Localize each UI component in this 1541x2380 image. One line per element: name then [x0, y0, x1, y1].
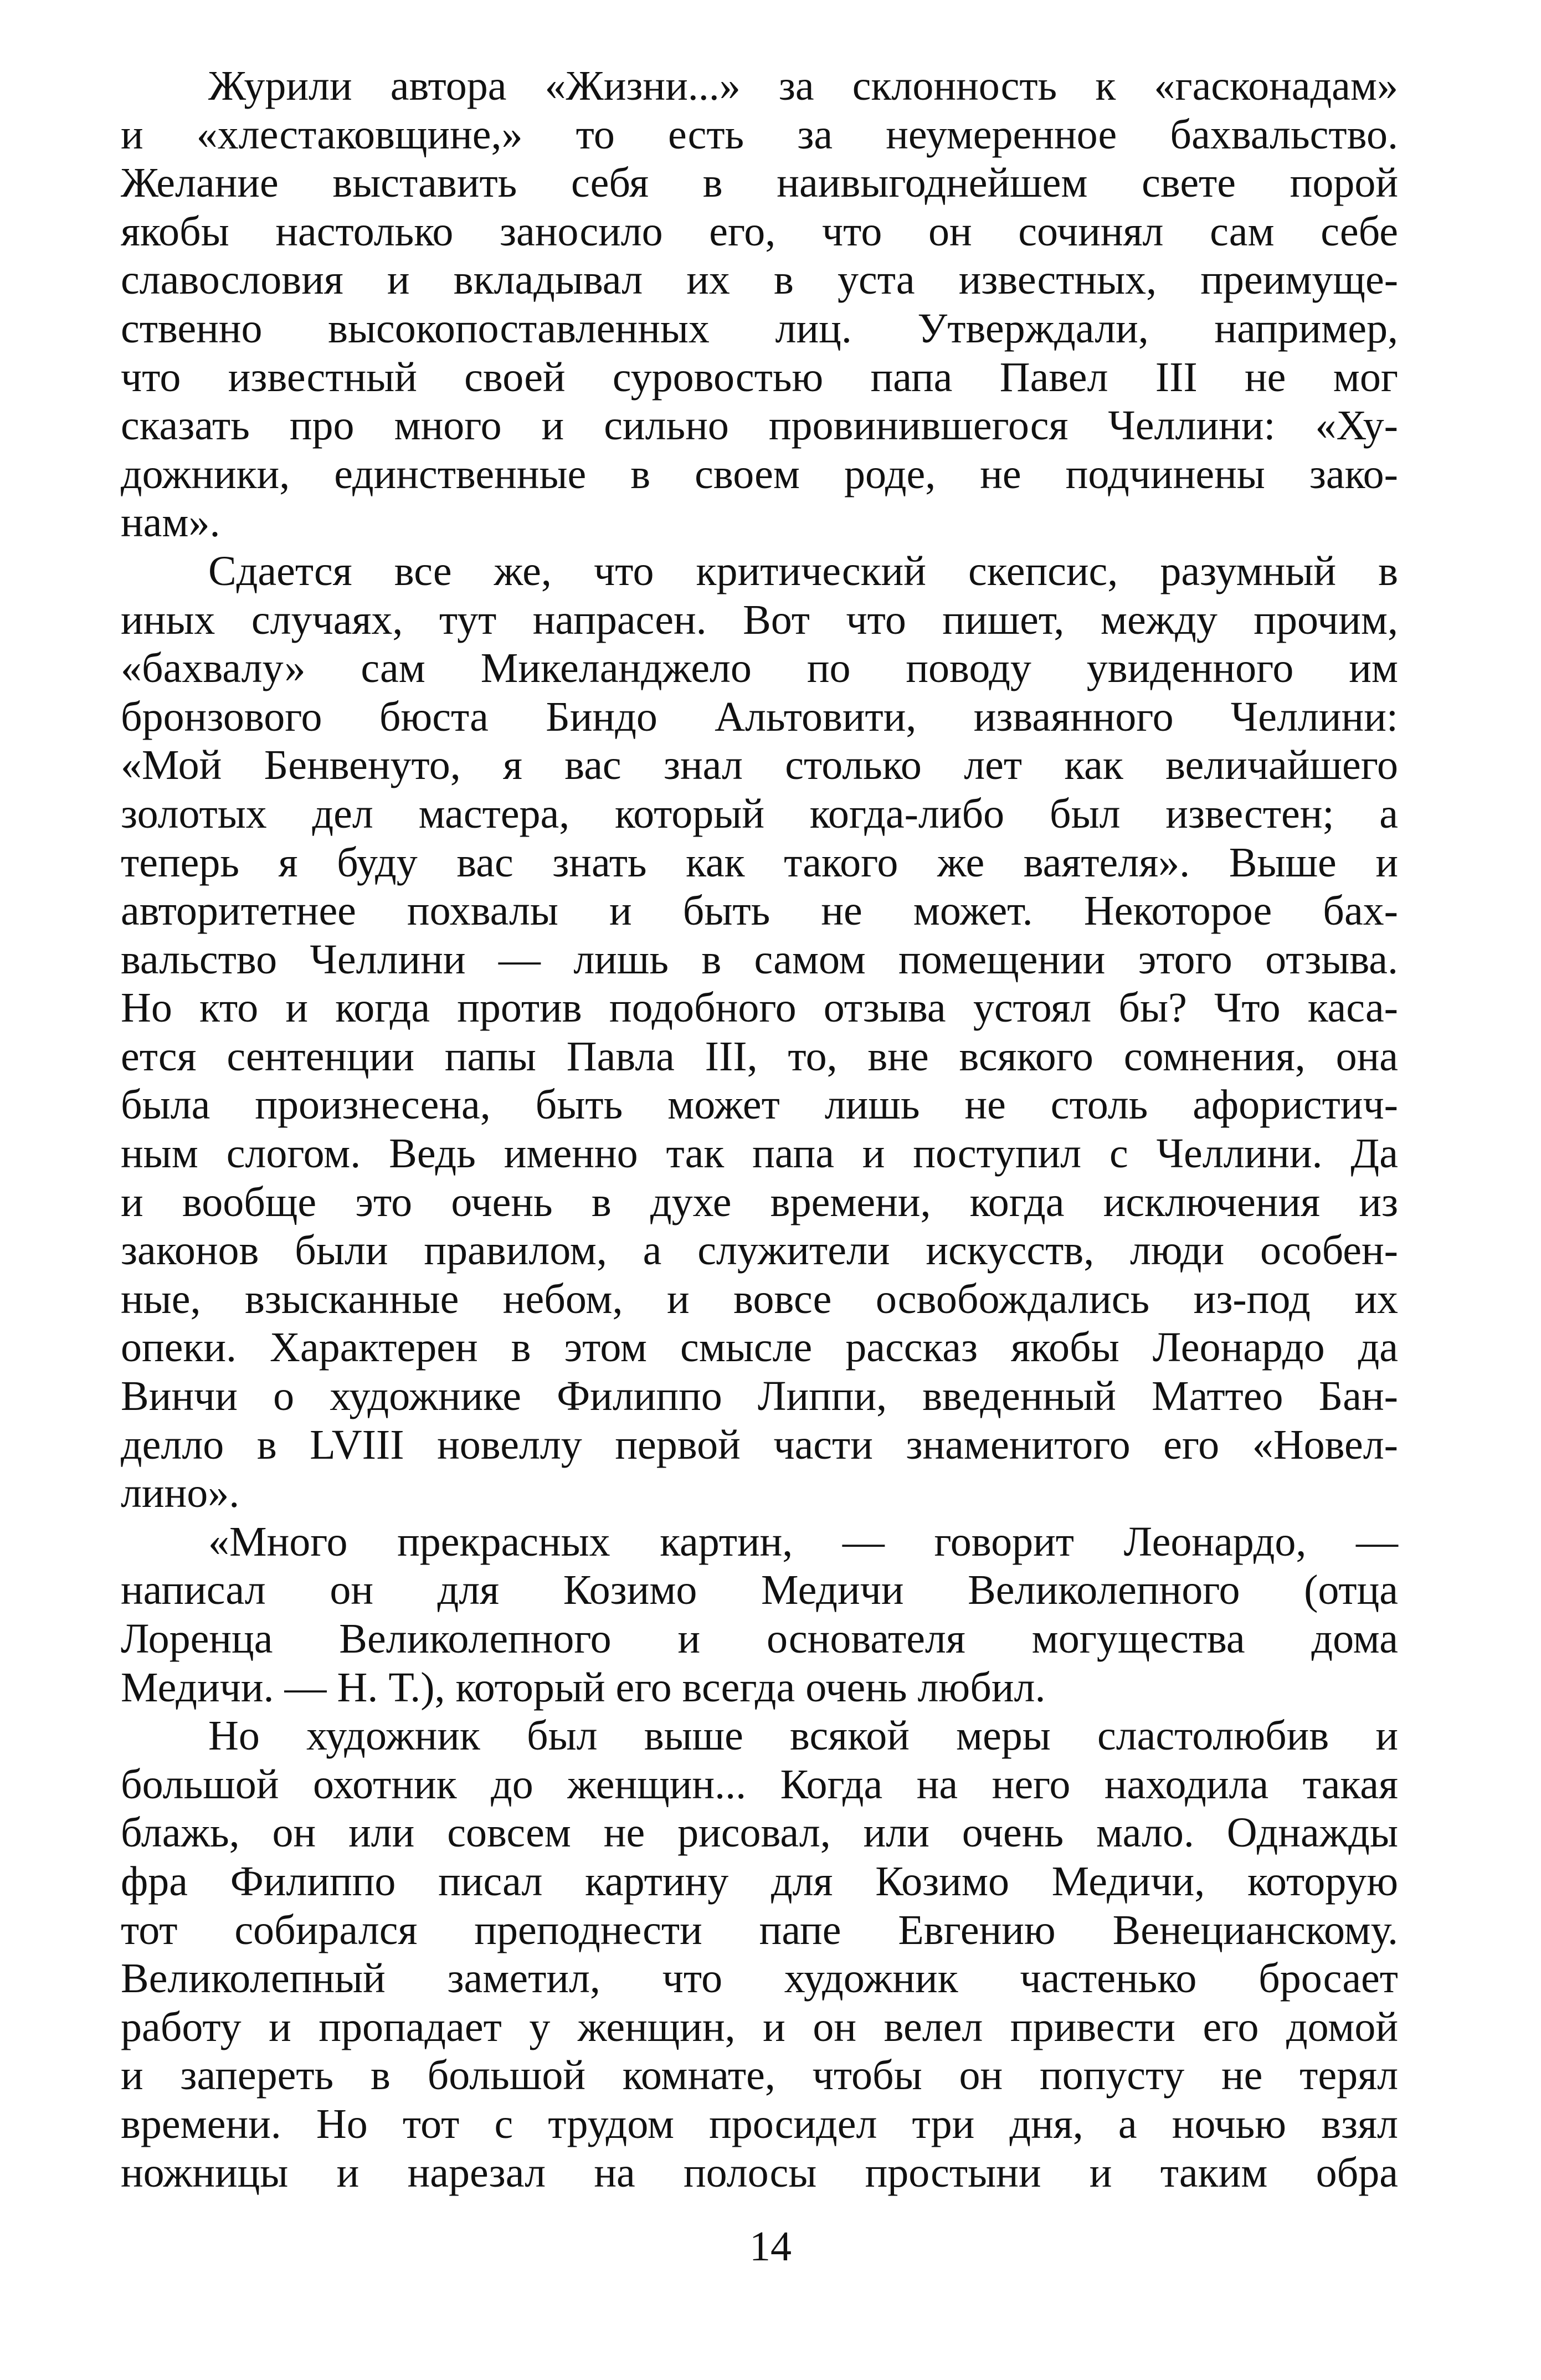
- text-line: работу и пропадает у женщин, и он велел привести его домой: [121, 2003, 1398, 2050]
- text-line: ные, взысканные небом, и вовсе освобождались из-под их: [121, 1275, 1398, 1322]
- text-line: Журили автора «Жизни...» за склонность к «гасконадам»: [208, 63, 1398, 109]
- text-line: дожники, единственные в своем роде, не подчинены зако-: [121, 450, 1398, 497]
- text-line: вальство Челлини — лишь в самом помещении этого отзыва.: [121, 936, 1398, 983]
- text-line: тот собирался преподнести папе Евгению Венецианскому.: [121, 1906, 1398, 1953]
- text-line: славословия и вкладывал их в уста известных, преимуще-: [121, 257, 1398, 304]
- text-line: ножницы и нарезал на полосы простыни и таким обра: [121, 2149, 1398, 2196]
- text-line: «Много прекрасных картин, — говорит Леонардо, —: [208, 1518, 1398, 1565]
- paragraph-1: [121, 62, 1398, 547]
- text-line: бронзового бюста Биндо Альтовити, изваянного Челлини:: [121, 693, 1398, 740]
- text-line: фра Филиппо писал картину для Козимо Медичи, которую: [121, 1858, 1398, 1905]
- text-line: была произнесена, быть может лишь не столь афористич-: [121, 1081, 1398, 1129]
- paragraph-4: [121, 1712, 1398, 2197]
- text-line: делло в LVIII новеллу первой части знаменитого его «Новел-: [121, 1421, 1398, 1468]
- text-line: якобы настолько заносило его, что он сочинял сам себе: [121, 208, 1398, 255]
- text-line: Но кто и когда против подобного отзыва устоял бы? Что каса-: [121, 984, 1398, 1032]
- text-line: нам».: [121, 499, 220, 546]
- text-line: и запереть в большой комнате, чтобы он попусту не терял: [121, 2052, 1398, 2099]
- text-line: ственно высокопоставленных лиц. Утверждали, например,: [121, 305, 1398, 352]
- text-line: опеки. Характерен в этом смысле рассказ якобы Леонардо да: [121, 1324, 1398, 1371]
- text-line: Но художник был выше всякой меры сластолюбив и: [208, 1712, 1398, 1760]
- text-line: авторитетнее похвалы и быть не может. Некоторое бах-: [121, 888, 1398, 935]
- page-body: [121, 62, 1398, 2197]
- text-line: законов были правилом, а служители искусств, люди особен-: [121, 1227, 1398, 1274]
- text-line: Желание выставить себя в наивыгоднейшем свете порой: [121, 160, 1398, 207]
- text-line: времени. Но тот с трудом просидел три дня, а ночью взял: [121, 2100, 1398, 2147]
- text-line: теперь я буду вас знать как такого же ваятеля». Выше и: [121, 839, 1398, 886]
- text-line: блажь, он или совсем не рисовал, или очень мало. Однажды: [121, 1809, 1398, 1856]
- text-line: ным слогом. Ведь именно так папа и поступил с Челлини. Да: [121, 1130, 1398, 1177]
- page-number: 14: [749, 2223, 792, 2270]
- paragraph-2: [121, 547, 1398, 1518]
- text-line: Сдается все же, что критический скепсис, разумный в: [208, 547, 1398, 594]
- paragraph-3: [121, 1518, 1398, 1712]
- text-line: написал он для Козимо Медичи Великолепного (отца: [121, 1567, 1398, 1614]
- text-line: большой охотник до женщин... Когда на него находила такая: [121, 1761, 1398, 1808]
- text-line: что известный своей суровостью папа Павел III не мог: [121, 353, 1398, 401]
- text-line: лино».: [121, 1470, 240, 1517]
- text-line: и вообще это очень в духе времени, когда исключения из: [121, 1178, 1398, 1225]
- text-line: Винчи о художнике Филиппо Липпи, введенный Маттео Бан-: [121, 1373, 1398, 1420]
- text-line: Великолепный заметил, что художник частенько бросает: [121, 1955, 1398, 2002]
- text-line: иных случаях, тут напрасен. Вот что пишет, между прочим,: [121, 596, 1398, 643]
- text-line: «бахвалу» сам Микеланджело по поводу увиденного им: [121, 645, 1398, 692]
- text-line: и «хлестаковщине,» то есть за неумеренное бахвальство.: [121, 111, 1398, 158]
- text-line: Лоренца Великолепного и основателя могущества дома: [121, 1615, 1398, 1662]
- text-line: ется сентенции папы Павла III, то, вне всякого сомнения, она: [121, 1033, 1398, 1080]
- text-line: сказать про много и сильно провинившегося Челлини: «Ху-: [121, 402, 1398, 449]
- text-line: «Мой Бенвенуто, я вас знал столько лет как величайшего: [121, 742, 1398, 789]
- text-line: Медичи. — Н. Т.), который его всегда очень любил.: [121, 1664, 1046, 1711]
- text-line: золотых дел мастера, который когда-либо был известен; а: [121, 790, 1398, 837]
